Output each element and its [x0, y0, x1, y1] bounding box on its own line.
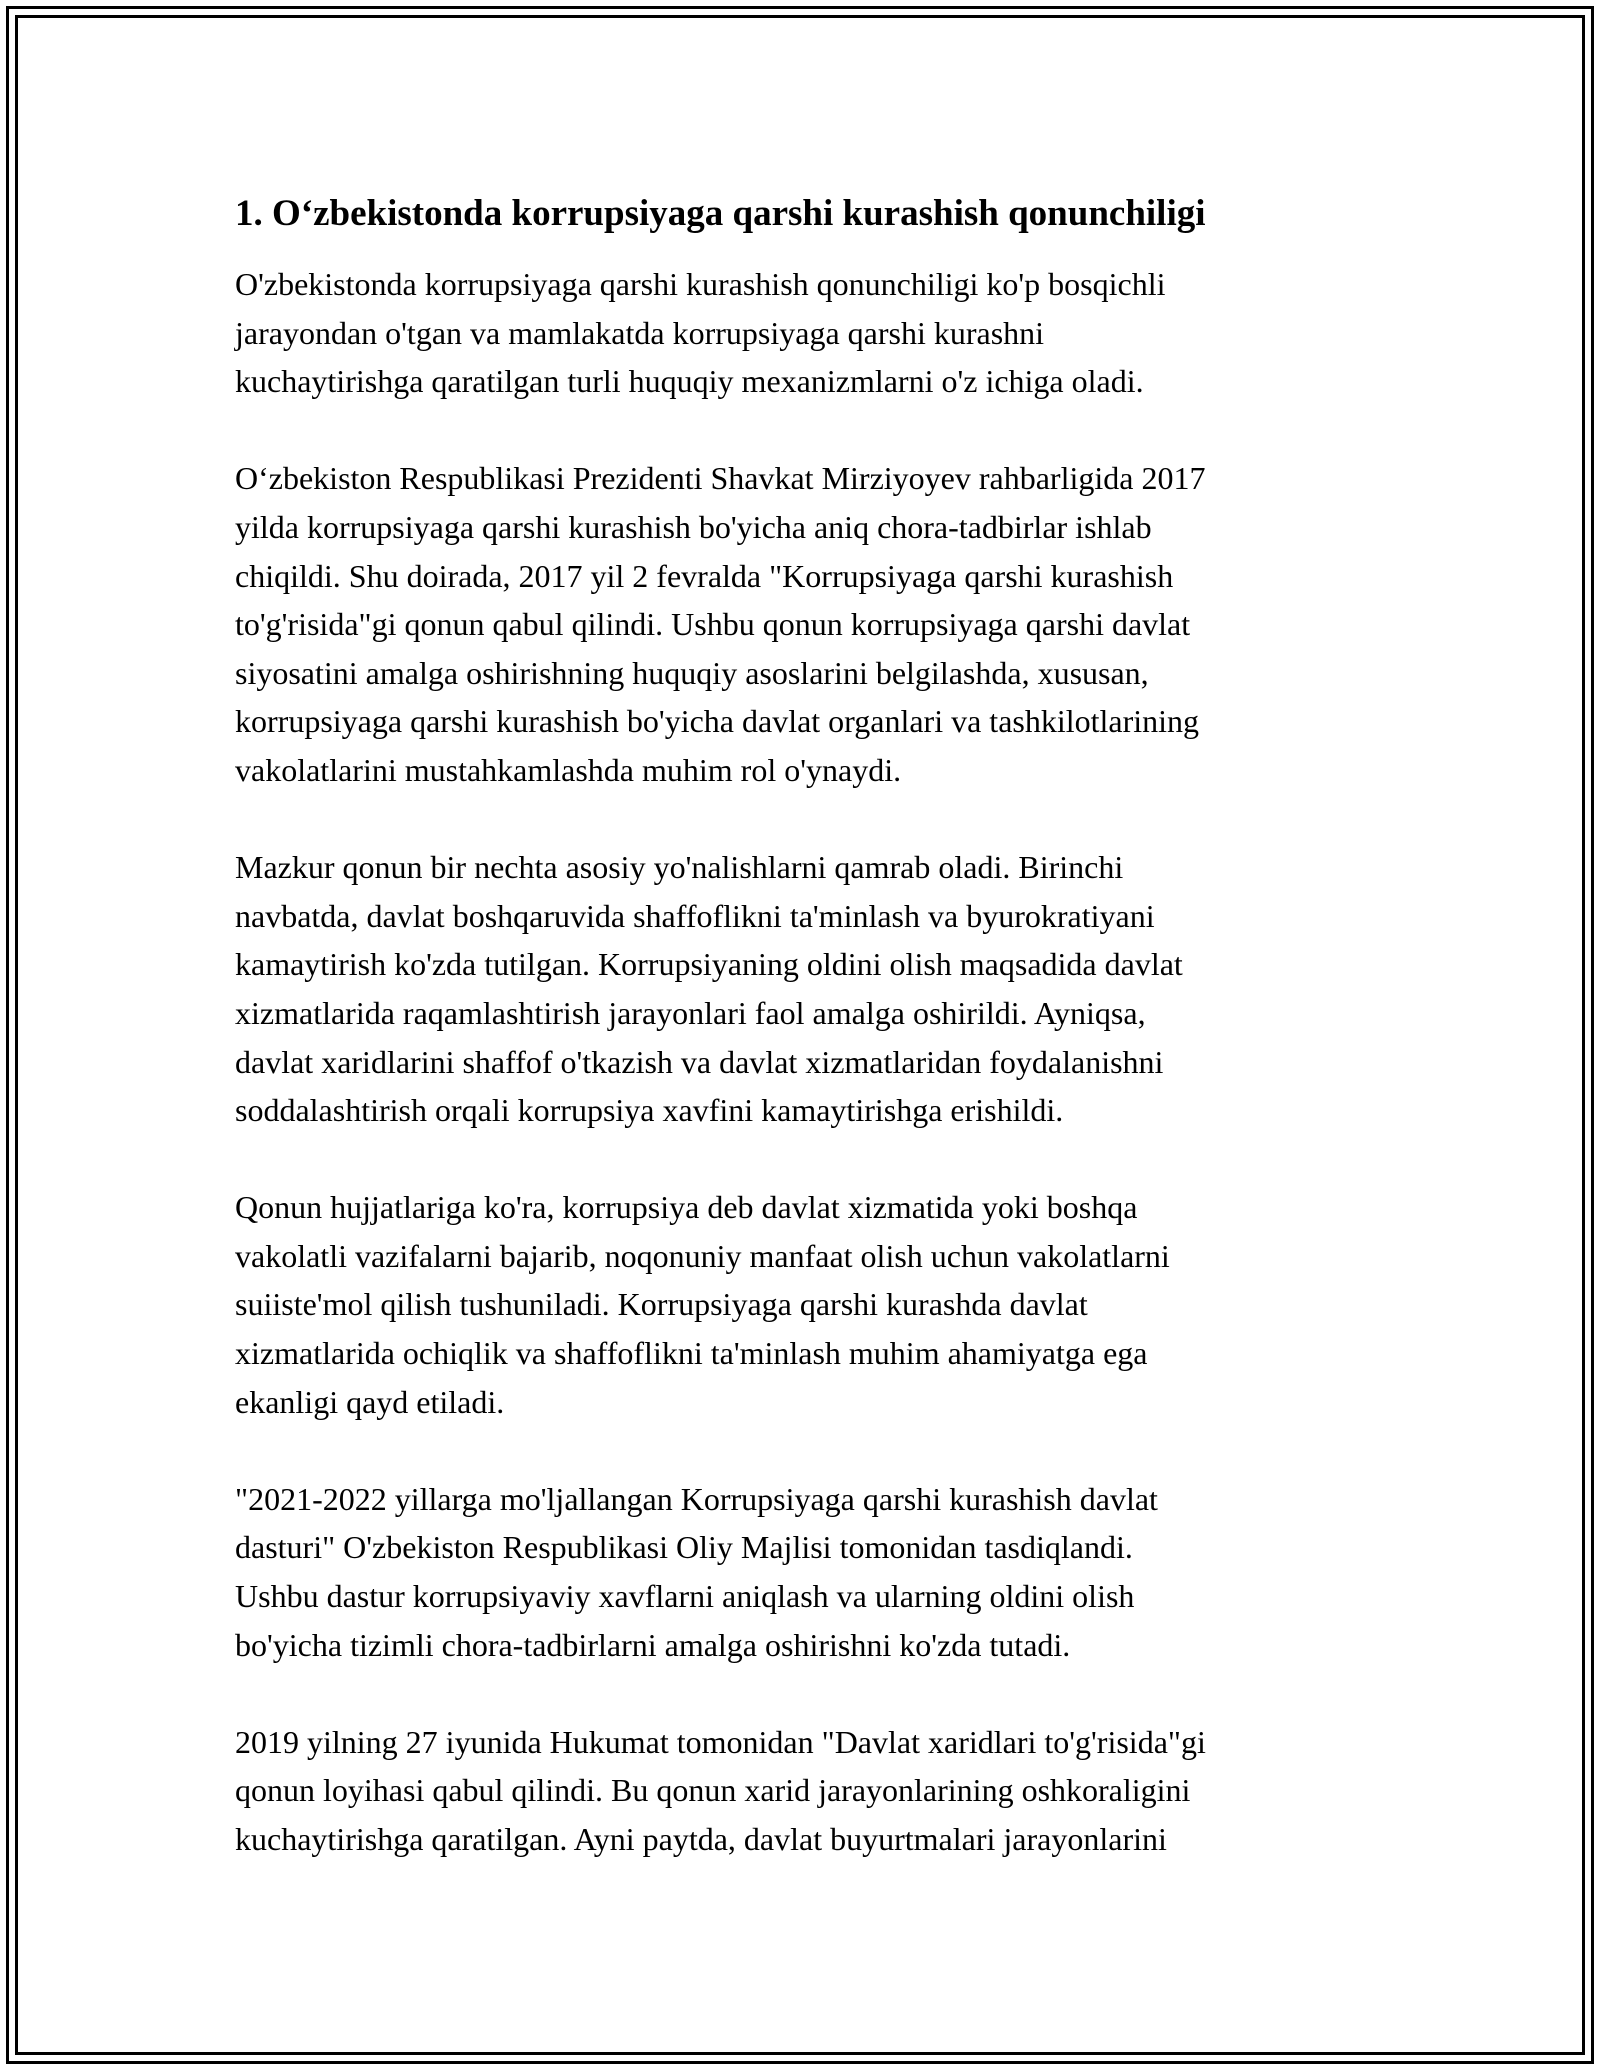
- paragraph-line: kamaytirish ko'zda tutilgan. Korrupsiyaning oldini olish maqsadida davlat: [235, 946, 1183, 983]
- paragraph-line: bo'yicha tizimli chora-tadbirlarni amalga oshirishni ko'zda tutadi.: [235, 1626, 1071, 1663]
- paragraph-line: davlat xaridlarini shaffof o'tkazish va davlat xizmatlaridan foydalanishni: [235, 1043, 1164, 1080]
- paragraph-line: Ushbu dastur korrupsiyaviy xavflarni aniqlash va ularning oldini olish: [235, 1578, 1135, 1615]
- paragraph-2: [235, 454, 1365, 794]
- paragraph-line: dasturi" O'zbekiston Respublikasi Oliy Majlisi tomonidan tasdiqlandi.: [235, 1529, 1133, 1566]
- paragraph-5: [235, 1475, 1365, 1669]
- paragraph-line: soddalashtirish orqali korrupsiya xavfini kamaytirishga erishildi.: [235, 1092, 1064, 1129]
- paragraph-line: Mazkur qonun bir nechta asosiy yo'nalishlarni qamrab oladi. Birinchi: [235, 849, 1124, 886]
- document-body: [235, 186, 1365, 1864]
- paragraph-line: O‘zbekiston Respublikasi Prezidenti Shavkat Mirziyoyev rahbarligida 2017: [235, 460, 1206, 497]
- paragraph-line: xizmatlarida raqamlashtirish jarayonlari faol amalga oshirildi. Ayniqsa,: [235, 994, 1146, 1031]
- paragraph-3: [235, 843, 1365, 1135]
- paragraph-line: korrupsiyaga qarshi kurashish bo'yicha davlat organlari va tashkilotlarining: [235, 703, 1200, 740]
- paragraph-line: kuchaytirishga qaratilgan turli huquqiy mexanizmlarni o'z ichiga oladi.: [235, 363, 1144, 400]
- section-title: 1. O‘zbekistonda korrupsiyaga qarshi kurashish qonunchiligi: [235, 193, 1206, 234]
- paragraph-6: [235, 1718, 1365, 1864]
- paragraph-line: vakolatlarini mustahkamlashda muhim rol o'ynaydi.: [235, 751, 902, 788]
- paragraph-line: qonun loyihasi qabul qilindi. Bu qonun xarid jarayonlarining oshkoraligini: [235, 1772, 1191, 1809]
- paragraph-line: "2021-2022 yillarga mo'ljallangan Korrupsiyaga qarshi kurashish davlat: [235, 1480, 1158, 1517]
- paragraph-line: kuchaytirishga qaratilgan. Ayni paytda, davlat buyurtmalari jarayonlarini: [235, 1821, 1167, 1857]
- paragraph-line: 2019 yilning 27 iyunida Hukumat tomonidan "Davlat xaridlari to'g'risida"gi: [235, 1723, 1206, 1760]
- paragraph-line: siyosatini amalga oshirishning huquqiy asoslarini belgilashda, xususan,: [235, 654, 1149, 691]
- paragraph-line: jarayondan o'tgan va mamlakatda korrupsiyaga qarshi kurashni: [235, 314, 1045, 351]
- paragraph-1: [235, 260, 1365, 406]
- paragraph-4: [235, 1183, 1365, 1426]
- paragraph-line: ekanligi qayd etiladi.: [235, 1383, 505, 1420]
- paragraph-line: yilda korrupsiyaga qarshi kurashish bo'yicha aniq chora-tadbirlar ishlab: [235, 508, 1152, 545]
- paragraph-line: xizmatlarida ochiqlik va shaffoflikni ta'minlash muhim ahamiyatga ega: [235, 1335, 1148, 1372]
- paragraph-line: vakolatli vazifalarni bajarib, noqonuniy manfaat olish uchun vakolatlarni: [235, 1237, 1170, 1274]
- paragraph-line: chiqildi. Shu doirada, 2017 yil 2 fevralda "Korrupsiyaga qarshi kurashish: [235, 557, 1174, 594]
- paragraph-line: navbatda, davlat boshqaruvida shaffoflikni ta'minlash va byurokratiyani: [235, 897, 1155, 934]
- paragraph-line: suiiste'mol qilish tushuniladi. Korrupsiyaga qarshi kurashda davlat: [235, 1286, 1088, 1323]
- paragraph-line: to'g'risida"gi qonun qabul qilindi. Ushbu qonun korrupsiyaga qarshi davlat: [235, 606, 1191, 643]
- paragraph-line: O'zbekistonda korrupsiyaga qarshi kurashish qonunchiligi ko'p bosqichli: [235, 266, 1166, 302]
- paragraph-line: Qonun hujjatlariga ko'ra, korrupsiya deb davlat xizmatida yoki boshqa: [235, 1189, 1138, 1226]
